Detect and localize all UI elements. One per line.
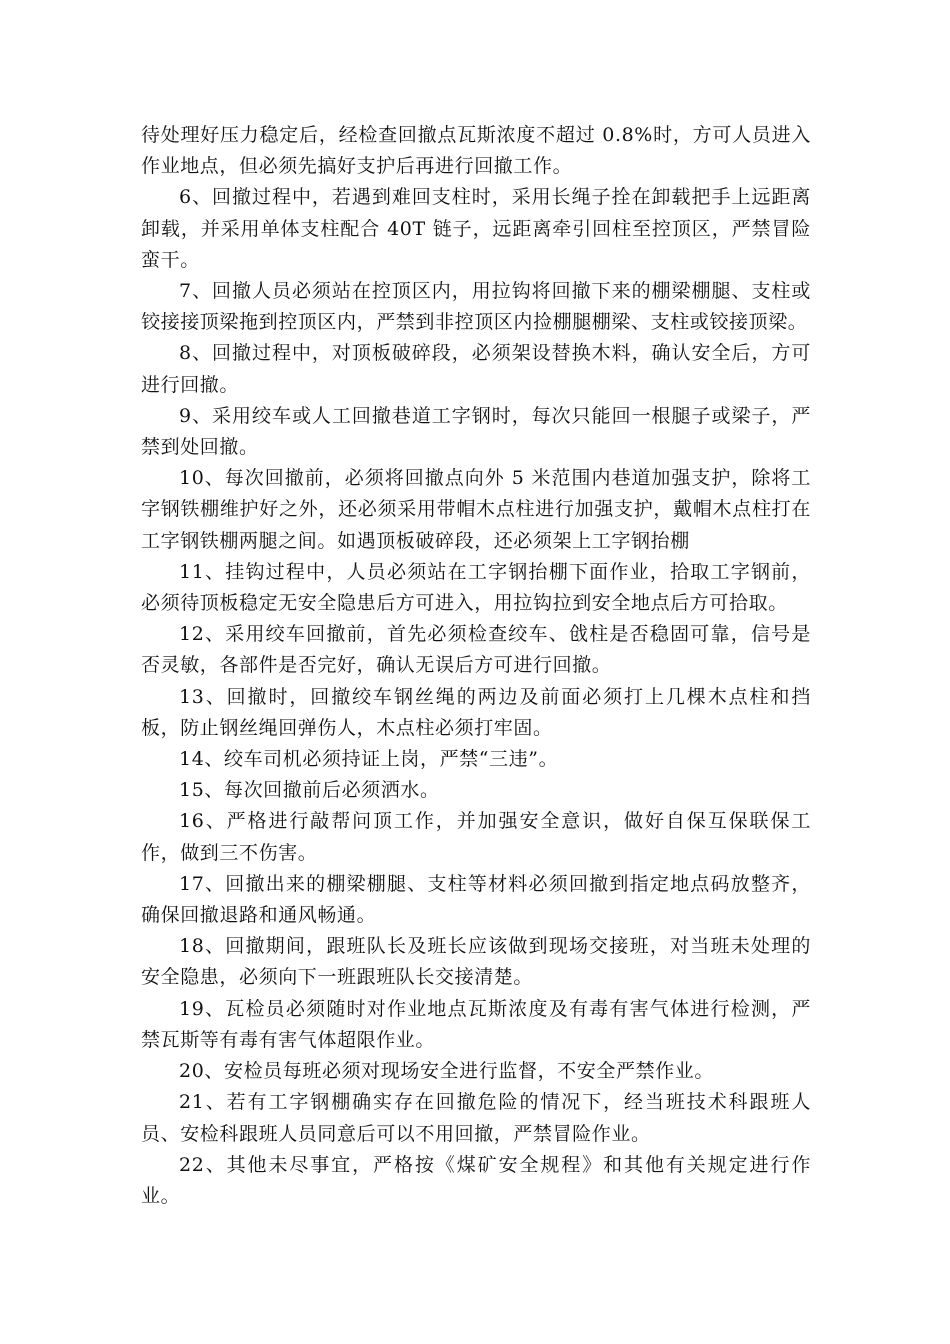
paragraph-item-7: 7、回撤人员必须站在控顶区内，用拉钩将回撤下来的棚梁棚腿、支柱或铰接接顶梁拖到控顶区内，严禁到非控顶区内捡棚腿棚梁、支柱或铰接顶梁。	[141, 280, 811, 334]
document-body	[141, 120, 811, 1212]
paragraph-continuation: 待处理好压力稳定后，经检查回撤点瓦斯浓度不超过 0.8%时，方可人员进入作业地点，但必须先搞好支护后再进行回撤工作。	[141, 124, 811, 178]
paragraph-item-6: 6、回撤过程中，若遇到难回支柱时，采用长绳子拴在卸载把手上远距离卸载，并采用单体支柱配合 40T 链子，远距离牵引回柱至控顶区，严禁冒险蛮干。	[141, 186, 811, 271]
paragraph-item-15: 15、每次回撤前后必须洒水。	[179, 779, 440, 802]
paragraph-item-13: 13、回撤时，回撤绞车钢丝绳的两边及前面必须打上几棵木点柱和挡板，防止钢丝绳回弹伤人，木点柱必须打牢固。	[141, 685, 811, 739]
paragraph-item-9: 9、采用绞车或人工回撤巷道工字钢时，每次只能回一根腿子或梁子，严禁到处回撤。	[141, 404, 811, 459]
paragraph-item-20: 20、安检员每班必须对现场安全进行监督，不安全严禁作业。	[179, 1060, 714, 1083]
paragraph-item-16: 16、严格进行敲帮问顶工作，并加强安全意识，做好自保互保联保工作，做到三不伤害。	[141, 810, 811, 864]
paragraph-item-12: 12、采用绞车回撤前，首先必须检查绞车、戗柱是否稳固可靠，信号是否灵敏，各部件是否完好，确认无误后方可进行回撤。	[141, 623, 811, 677]
paragraph-item-21: 21、若有工字钢棚确实存在回撤危险的情况下，经当班技术科跟班人员、安检科跟班人员同意后可以不用回撤，严禁冒险作业。	[141, 1091, 811, 1145]
paragraph-item-14: 14、绞车司机必须持证上岗，严禁“三违”。	[179, 748, 559, 771]
paragraph-item-11: 11、挂钩过程中，人员必须站在工字钢抬棚下面作业，拾取工字钢前，必须待顶板稳定无安全隐患后方可进入，用拉钩拉到安全地点后方可拾取。	[141, 560, 811, 615]
paragraph-item-22: 22、其他未尽事宜，严格按《煤矿安全规程》和其他有关规定进行作业。	[141, 1153, 811, 1207]
paragraph-item-10: 10、每次回撤前，必须将回撤点向外 5 米范围内巷道加强支护，除将工字钢铁棚维护好之外，还必须采用带帽木点柱进行加强支护，戴帽木点柱打在工字钢铁棚两腿之间。如遇顶板破碎段，还必须架上工字钢抬棚	[141, 467, 811, 552]
paragraph-item-8: 8、回撤过程中，对顶板破碎段，必须架设替换木料，确认安全后，方可进行回撤。	[141, 342, 811, 396]
paragraph-item-18: 18、回撤期间，跟班队长及班长应该做到现场交接班，对当班未处理的安全隐患，必须向下一班跟班队长交接清楚。	[141, 935, 811, 989]
paragraph-item-19: 19、瓦检员必须随时对作业地点瓦斯浓度及有毒有害气体进行检测，严禁瓦斯等有毒有害气体超限作业。	[141, 997, 811, 1051]
paragraph-item-17: 17、回撤出来的棚梁棚腿、支柱等材料必须回撤到指定地点码放整齐，确保回撤退路和通风畅通。	[141, 872, 811, 927]
